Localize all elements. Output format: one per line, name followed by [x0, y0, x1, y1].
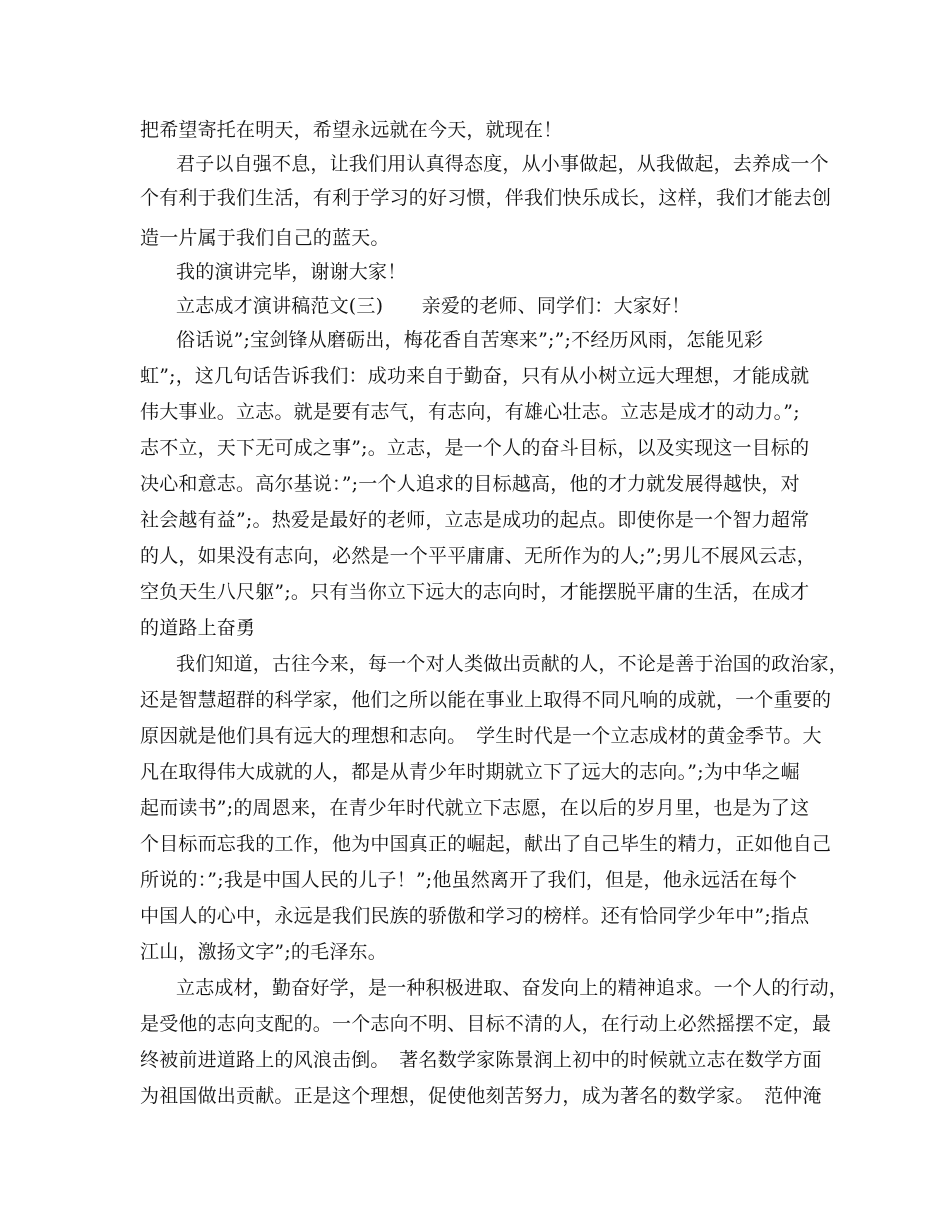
text-line: 为祖国做出贡献。正是这个理想，促使他刻苦努力，成为著名的数学家。 范仲淹 [140, 1085, 822, 1107]
text-line: 决心和意志。高尔基说：”;一个人追求的目标越高，他的才力就发展得越快，对 [140, 473, 800, 495]
text-line: 立志成才演讲稿范文(三) 亲爱的老师、同学们：大家好！ [176, 295, 691, 317]
text-line: 虹”;，这几句话告诉我们：成功来自于勤奋，只有从小树立远大理想，才能成就 [140, 365, 810, 387]
text-line: 的人，如果没有志向，必然是一个平平庸庸、无所作为的人;”;男儿不展风云志， [140, 545, 816, 567]
text-line: 我们知道，古往今来，每一个对人类做出贡献的人，不论是善于治国的政治家， [176, 653, 849, 675]
text-line: 君子以自强不息，让我们用认真得态度，从小事做起，从我做起，去养成一个 [176, 153, 829, 175]
text-line: 终被前进道路上的风浪击倒。 著名数学家陈景润上初中的时候就立志在数学方面 [140, 1049, 822, 1071]
text-line: 个有利于我们生活，有利于学习的好习惯，伴我们快乐成长，这样，我们才能去创 [140, 187, 832, 209]
text-line: 立志成材，勤奋好学，是一种积极进取、奋发向上的精神追求。一个人的行动， [176, 977, 849, 999]
text-line: 伟大事业。立志。就是要有志气，有志向，有雄心壮志。立志是成才的动力。”; [140, 401, 800, 423]
text-line: 原因就是他们具有远大的理想和志向。 学生时代是一个立志成材的黄金季节。大 [140, 725, 822, 747]
text-line: 起而读书”;的周恩来，在青少年时代就立下志愿，在以后的岁月里，也是为了这 [140, 797, 810, 819]
text-line: 社会越有益”;。热爱是最好的老师，立志是成功的起点。即使你是一个智力超常 [140, 509, 810, 531]
text-line: 江山，激扬文字”;的毛泽东。 [140, 941, 387, 963]
text-line: 是受他的志向支配的。一个志向不明、目标不清的人，在行动上必然摇摆不定，最 [140, 1013, 832, 1035]
text-line: 中国人的心中，永远是我们民族的骄傲和学习的榜样。还有恰同学少年中”;指点 [140, 905, 810, 927]
text-line: 还是智慧超群的科学家，他们之所以能在事业上取得不同凡响的成就，一个重要的 [140, 689, 832, 711]
text-line: 凡在取得伟大成就的人，都是从青少年时期就立下了远大的志向。”;为中华之崛 [140, 761, 800, 783]
text-line: 空负天生八尺躯”;。只有当你立下远大的志向时，才能摆脱平庸的生活，在成才 [140, 581, 810, 603]
text-line: 志不立，天下无可成之事”;。立志，是一个人的奋斗目标，以及实现这一目标的 [140, 437, 810, 459]
text-line: 所说的：”;我是中国人民的儿子！”;他虽然离开了我们，但是，他永远活在每个 [140, 869, 798, 891]
text-line: 个目标而忘我的工作，他为中国真正的崛起，献出了自己毕生的精力，正如他自己 [140, 833, 832, 855]
text-line: 俗话说”;宝剑锋从磨砺出，梅花香自苦寒来”;”;不经历风雨，怎能见彩 [176, 329, 764, 351]
text-line: 的道路上奋勇 [140, 617, 256, 639]
text-line: 造一片属于我们自己的蓝天。 [140, 227, 390, 249]
text-line: 把希望寄托在明天，希望永远就在今天，就现在！ [140, 119, 563, 141]
text-line: 我的演讲完毕，谢谢大家！ [176, 261, 407, 283]
